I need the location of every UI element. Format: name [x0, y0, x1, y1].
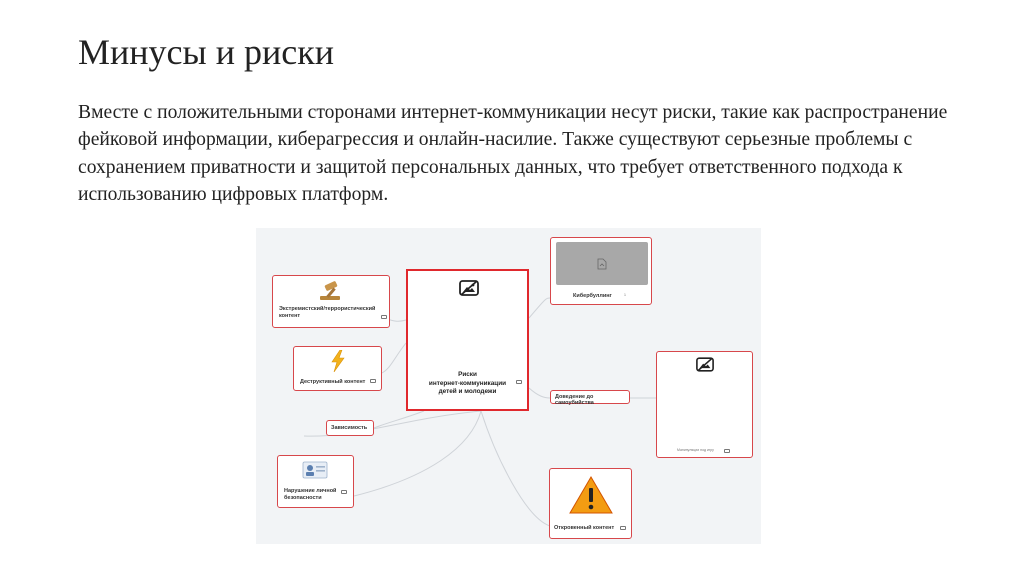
- node-destructive-content[interactable]: [293, 346, 382, 391]
- lightning-icon: [330, 350, 346, 372]
- gavel-icon: [317, 280, 345, 302]
- note-icon: [370, 379, 376, 383]
- slide-title: Минусы и риски: [78, 32, 334, 72]
- slide-body-text: Вместе с положительными сторонами интернет-коммуникации несут риски, такие как распространение фейковой информации, киберагрессия и онлайн-насилие. Также существуют серьезные проблемы с сохранением приватности и защитой персональных данных, что требует ответственного подхода к использованию цифровых платформ.: [78, 102, 948, 206]
- note-icon: [724, 449, 730, 453]
- broken-image-icon: [597, 258, 607, 270]
- note-icon: [516, 380, 522, 384]
- id-card-icon: [302, 461, 328, 479]
- mind-map: [256, 228, 761, 544]
- note-icon: [620, 526, 626, 530]
- node-central[interactable]: [406, 269, 529, 411]
- image-caption: Манипуляции под игру: [677, 448, 714, 452]
- node-label: Доведение до самоубийства: [555, 393, 594, 406]
- node-label: Зависимость: [331, 424, 368, 431]
- node-addiction[interactable]: [326, 420, 374, 436]
- note-icon: [381, 315, 387, 319]
- node-privacy-violation[interactable]: [277, 455, 354, 508]
- node-label: Деструктивный контент: [300, 379, 366, 385]
- node-label: Нарушение личной безопасности: [284, 488, 337, 501]
- warning-icon: [568, 475, 614, 515]
- link-count: 1: [624, 293, 626, 297]
- image-thumbnail: [556, 242, 648, 285]
- node-extremist-content[interactable]: [272, 275, 390, 328]
- node-label: Откровенный контент: [554, 525, 615, 531]
- node-suicide-image[interactable]: [656, 351, 753, 458]
- node-label: Экстремистский/террористический контент: [279, 306, 376, 319]
- central-label: Риски интернет-коммуникации детей и молодежи: [428, 371, 507, 396]
- node-cyberbullying[interactable]: [550, 237, 652, 305]
- node-suicide[interactable]: [550, 390, 630, 404]
- node-explicit-content[interactable]: [549, 468, 632, 539]
- note-icon: [341, 490, 347, 494]
- image-placeholder-icon: [696, 357, 714, 372]
- image-placeholder-icon: [459, 280, 479, 296]
- node-label: Кибербуллинг: [573, 293, 612, 299]
